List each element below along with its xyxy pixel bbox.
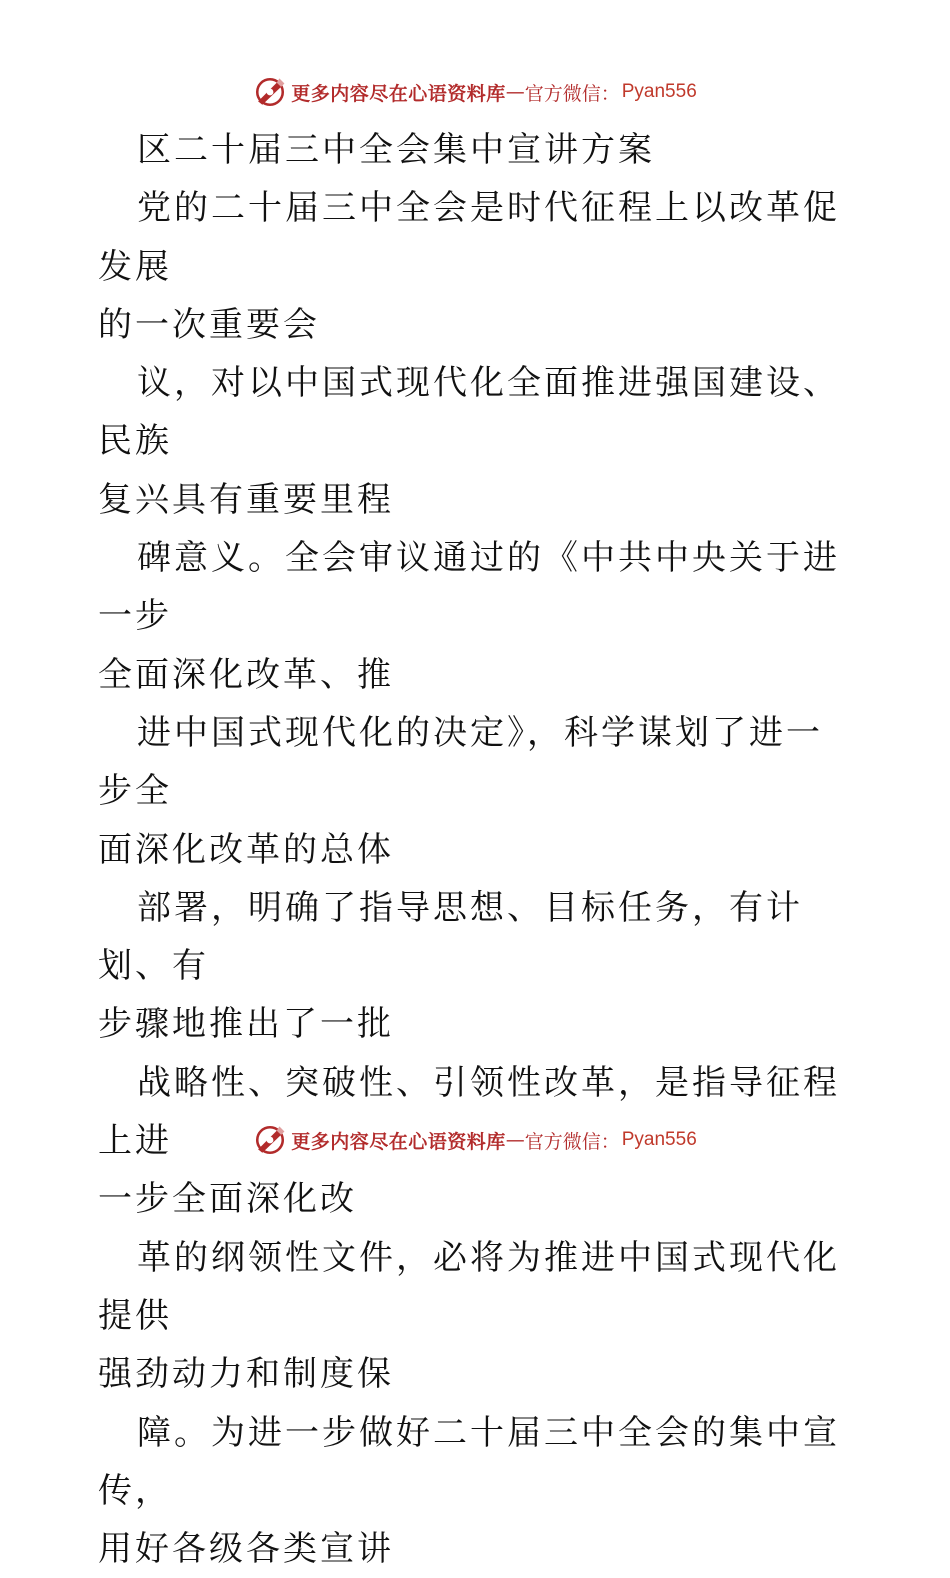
text-line: 战略性、突破性、引领性改革，是指导征程上进 <box>98 1062 840 1162</box>
text-line: 全面深化改革、推 <box>98 654 394 695</box>
footer-banner <box>0 1120 950 1160</box>
document-body <box>98 121 858 1578</box>
text-line: 强劲动力和制度保 <box>98 1354 394 1395</box>
text-line: 党的二十届三中全会是时代征程上以改革促发展 <box>98 188 840 287</box>
text-line: 碑意义。全会审议通过的《中共中央关于进一步 <box>98 538 840 637</box>
banner-separator: — <box>505 1129 525 1151</box>
pen-logo-icon <box>253 75 287 109</box>
banner-slogan: 更多内容尽在心语资料库 <box>291 1130 506 1153</box>
text-line: 面深化改革的总体 <box>98 829 394 870</box>
text-line: 用好各级各类宣讲 <box>98 1529 394 1570</box>
pen-logo-icon <box>253 1123 287 1157</box>
banner-wechat-id: Pyan556 <box>621 1129 697 1150</box>
banner-wechat-label: 官方微信： <box>524 1130 620 1153</box>
text-line: 障。为进一步做好二十届三中全会的集中宣传， <box>98 1412 840 1511</box>
text-line: 议，对以中国式现代化全面推进强国建设、民族 <box>98 363 840 462</box>
banner-wechat-id: Pyan556 <box>621 81 697 102</box>
header-banner <box>0 72 950 112</box>
text-line: 革的纲领性文件，必将为推进中国式现代化提供 <box>98 1237 840 1336</box>
text-line: 部署，明确了指导思想、目标任务，有计划、有 <box>98 887 803 987</box>
text-line: 的一次重要会 <box>98 304 320 345</box>
banner-separator: — <box>505 81 525 103</box>
text-line: 进中国式现代化的决定》，科学谋划了进一步全 <box>98 712 823 812</box>
text-line: 一步全面深化改 <box>98 1179 357 1220</box>
banner-slogan: 更多内容尽在心语资料库 <box>291 82 506 105</box>
text-line: 复兴具有重要里程 <box>98 479 394 520</box>
text-line: 步骤地推出了一批 <box>98 1004 394 1045</box>
document-title: 区二十届三中全会集中宣讲方案 <box>137 130 655 170</box>
banner-wechat-label: 官方微信： <box>524 82 620 105</box>
